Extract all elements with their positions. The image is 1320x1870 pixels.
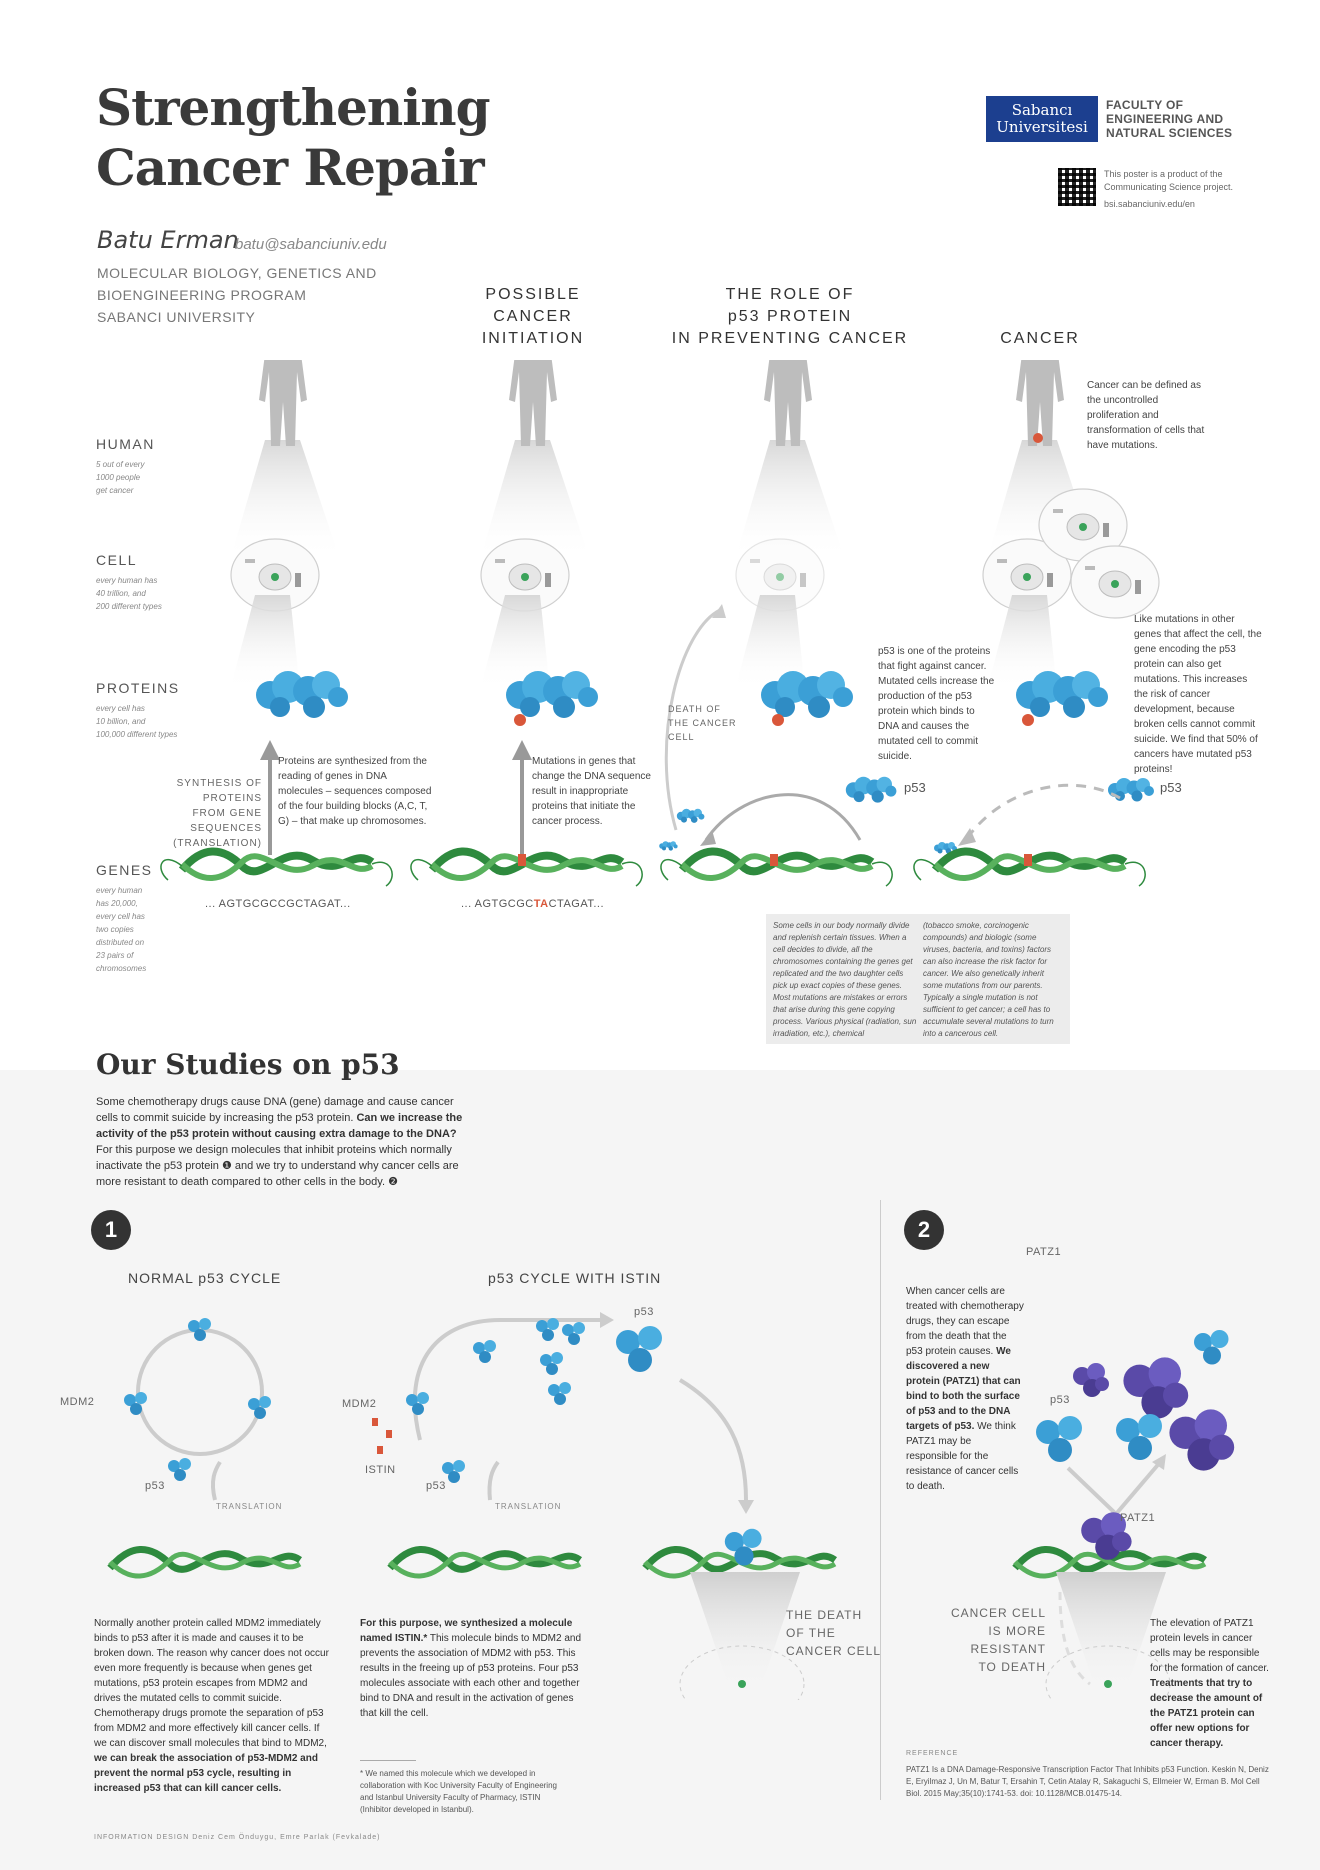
university-logo: Sabancı Universitesi bbox=[986, 96, 1098, 142]
note-cancer-mutation: Like mutations in other genes that affect the cell, the gene encoding the p53 protein can also get mutations. This increases the risk of cancer development, because broken cells cannot commit suicide. We find that 50% of cancers have mutated p53 proteins! bbox=[1134, 614, 1262, 775]
synthesis-label: SYNTHESIS OF PROTEINS FROM GENE SEQUENCES (TRANSLATION) bbox=[173, 778, 262, 849]
note-mutation: Mutations in genes that change the DNA sequence result in inappropriate proteins that initiate the cancer process. bbox=[532, 756, 651, 827]
p53-label-col4: p53 bbox=[1160, 780, 1182, 795]
studies-title: Our Studies on p53 bbox=[96, 1048, 400, 1081]
death-cancer-cell-label: THE DEATH OF THE CANCER CELL bbox=[786, 1608, 882, 1658]
normal-cycle-heading: NORMAL p53 CYCLE bbox=[128, 1270, 282, 1286]
death-label: DEATH OF THE CANCER CELL bbox=[668, 704, 737, 742]
note-cancer-definition: Cancer can be defined as the uncontrolled proliferation and transformation of cells that have mutations. bbox=[1087, 380, 1205, 451]
reference-heading: REFERENCE bbox=[906, 1750, 959, 1757]
translation-label-normal: TRANSLATION bbox=[216, 1502, 283, 1511]
studies-intro: Some chemotherapy drugs cause DNA (gene) damage and cause cancer cells to commit suicide by increasing the p53 protein. Can we increase the activity of the p53 protein without causing extra damage to the DNA? For this purpose we design molecules that inhibit proteins which normally inactivate the p53 protein ❶ and we try to understand why cancer cells are more resistant to death compared to other cells in the body. ❷ bbox=[96, 1096, 463, 1188]
p53-label-istin: p53 bbox=[426, 1480, 446, 1492]
faculty-name: FACULTY OF ENGINEERING AND NATURAL SCIENCES bbox=[1106, 98, 1233, 140]
row-sub-genes: every human has 20,000, every cell has two copies distributed on 23 pairs of chromosomes bbox=[96, 886, 147, 973]
row-label-cell: CELL bbox=[96, 552, 138, 568]
mdm2-label-normal: MDM2 bbox=[60, 1396, 95, 1408]
patz1-label-top: PATZ1 bbox=[1026, 1246, 1062, 1258]
author-email[interactable]: batu@sabanciuniv.edu bbox=[235, 236, 387, 253]
istin-cycle-heading: p53 CYCLE WITH ISTIN bbox=[488, 1270, 662, 1286]
row-sub-human: 5 out of every 1000 people get cancer bbox=[96, 460, 145, 495]
dna-sequence-normal: ... AGTGCGCCGCTAGAT... bbox=[205, 898, 351, 910]
note-synthesis: Proteins are synthesized from the reading of genes in DNA molecules – sequences composed of the four building blocks (A,C, T, G) – that make up chromosomes. bbox=[278, 756, 432, 827]
info-box-right: (tobacco smoke, corcinogenic compounds) and biologic (some viruses, bacteria, and toxins) factors can also increase the risk factor for cancer. We also genetically inherit some mutations from our parents. Typically a single mutation is not sufficient to get cancer; a cell has to accumulate several mutations to turn into a cancerous cell. bbox=[923, 921, 1054, 1038]
resistant-label: CANCER CELL IS MORE RESISTANT TO DEATH bbox=[950, 1606, 1046, 1674]
dna-sequence-mutated: ... AGTGCGCTACTAGAT... bbox=[461, 898, 605, 910]
department: MOLECULAR BIOLOGY, GENETICS AND BIOENGINEERING PROGRAM SABANCI UNIVERSITY bbox=[97, 265, 377, 325]
p53-label-normal: p53 bbox=[145, 1480, 165, 1492]
patz1-elevation-text: The elevation of PATZ1 protein levels in cancer cells may be responsible for the formation of cancer. Treatments that try to decrease the amount of the PATZ1 protein can offer new options for cancer therapy. bbox=[1150, 1618, 1269, 1749]
istin-cycle-text: For this purpose, we synthesized a molecule named ISTIN.* This molecule binds to MDM2 and prevents the association of MDM2 with p53. This results in the freeing up of p53 proteins. Four p53 molecules associate with each other and together bind to DNA and result in the activation of genes that kill the cell. bbox=[360, 1618, 582, 1719]
footnote-rule bbox=[360, 1760, 416, 1761]
istin-label: ISTIN bbox=[365, 1464, 396, 1476]
row-sub-cell: every human has 40 trillion, and 200 different types bbox=[96, 576, 162, 611]
patz1-label-dna: PATZ1 bbox=[1120, 1512, 1156, 1524]
p53-tetramer-label: p53 bbox=[634, 1306, 654, 1318]
qr-caption: This poster is a product of the Communicating Science project. bsi.sabanciuniv.edu/en bbox=[1104, 169, 1234, 209]
mdm2-label-istin: MDM2 bbox=[342, 1398, 377, 1410]
column-head-initiation: POSSIBLE CANCER INITIATION bbox=[481, 286, 585, 347]
section-number-1: 1 bbox=[91, 1210, 131, 1250]
reference-text: PATZ1 Is a DNA Damage-Responsive Transcription Factor That Inhibits p53 Function. Keskin N, Deniz E, Eryilmaz J, Un M, Batur T, Ersahin T, Cetin Atalay R, Sakaguchi S, Ellmeier W, Erman B. Mol Cell Biol. 2015 May;35(10):1741-53. doi: 10.1128/MCB.01475-14. bbox=[906, 1765, 1269, 1798]
row-label-proteins: PROTEINS bbox=[96, 680, 180, 696]
qr-code-icon[interactable] bbox=[1058, 168, 1096, 206]
translation-label-istin: TRANSLATION bbox=[495, 1502, 562, 1511]
normal-cycle-text: Normally another protein called MDM2 immediately binds to p53 after it is made and causes it to be broken down. The reason why cancer does not occur even more frequently is because when genes get mutations, p53 protein escapes from MDM2 and drives the mutated cells to commit suicide. Chemotherapy drugs promote the separation of p53 from MDM2 and more effectively kill cancer cells. If we can discover small molecules that bind to MDM2, we can break the association of p53-MDM2 and prevent the normal p53 cycle, resulting in increased p53 that can kill cancer cells. bbox=[94, 1618, 329, 1794]
section-number-2: 2 bbox=[904, 1210, 944, 1250]
row-label-genes: GENES bbox=[96, 862, 153, 878]
row-label-human: HUMAN bbox=[96, 436, 155, 452]
p53-label-col3: p53 bbox=[904, 780, 926, 795]
istin-footnote: * We named this molecule which we developed in collaboration with Koc University Faculty of Engineering and Istanbul University Faculty of Pharmacy, ISTIN (Inhibitor developed in Istanbul). bbox=[360, 1769, 557, 1814]
column-head-cancer: CANCER bbox=[1000, 330, 1080, 347]
design-credits: INFORMATION DESIGN Deniz Cem Önduygu, Emre Parlak (Fevkalade) bbox=[94, 1834, 381, 1841]
p53-label-patz: p53 bbox=[1050, 1394, 1070, 1406]
note-p53-role: p53 is one of the proteins that fight against cancer. Mutated cells increase the production of the p53 protein which binds to DNA and causes the mutated cell to commit suicide. bbox=[878, 646, 995, 762]
column-head-p53-role: THE ROLE OF p53 PROTEIN IN PREVENTING CANCER bbox=[671, 286, 909, 347]
patz1-discovery-text: When cancer cells are treated with chemotherapy drugs, they can escape from the death that the p53 protein causes. We discovered a new protein (PATZ1) that can bind to both the surface of p53 and to the DNA targets of p53. We think PATZ1 may be responsible for the resistance of cancer cells to death. bbox=[906, 1286, 1024, 1492]
row-sub-proteins: every cell has 10 billion, and 100,000 different types bbox=[96, 704, 178, 739]
author-name: Batu Erman bbox=[97, 226, 239, 254]
info-box-left: Some cells in our body normally divide and replenish certain tissues. When a cell decides to divide, all the chromosomes containing the genes get replicated and the two daughter cells pick up exact copies of these genes. Most mutations are mistakes or errors that arise during this gene copying process. Various physical (radiation, sun irradiation, etc.), chemical bbox=[773, 921, 917, 1038]
poster-title: Strengthening Cancer Repair bbox=[96, 78, 490, 197]
